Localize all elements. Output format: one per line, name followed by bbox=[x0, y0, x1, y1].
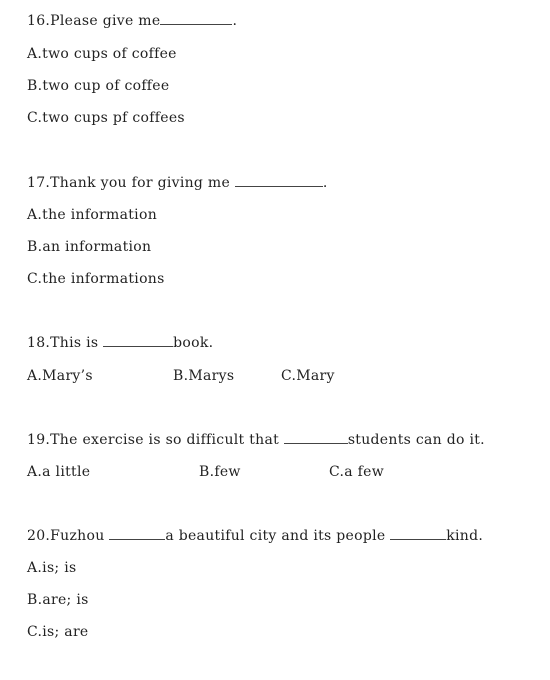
question-20-end: kind. bbox=[446, 528, 484, 544]
question-19-option-c: C.a few bbox=[329, 464, 385, 480]
question-18-option-b: B.Marys bbox=[173, 368, 235, 384]
question-16-option-c: C.two cups pf coffees bbox=[27, 110, 185, 126]
question-16-option-a: A.two cups of coffee bbox=[27, 46, 177, 62]
question-20-stem bbox=[27, 527, 483, 545]
question-18-text: 18.This is bbox=[27, 335, 99, 351]
answer-blank bbox=[160, 12, 232, 25]
question-17-option-b: B.an information bbox=[27, 239, 152, 255]
answer-blank bbox=[390, 527, 446, 540]
answer-blank bbox=[284, 431, 348, 444]
question-20-option-c: C.is; are bbox=[27, 624, 89, 640]
question-17-option-a: A.the information bbox=[27, 207, 158, 223]
question-18-option-a: A.Mary’s bbox=[27, 368, 93, 384]
question-19-option-b: B.few bbox=[199, 464, 241, 480]
question-20-middle: a beautiful city and its people bbox=[165, 528, 386, 544]
question-16-option-b: B.two cup of coffee bbox=[27, 78, 170, 94]
question-19-end: students can do it. bbox=[347, 432, 485, 448]
question-16-text: 16.Please give me bbox=[27, 13, 161, 29]
question-17-text: 17.Thank you for giving me bbox=[27, 175, 231, 191]
answer-blank bbox=[103, 334, 173, 347]
question-20-option-b: B.are; is bbox=[27, 592, 89, 608]
question-19-text: 19.The exercise is so difficult that bbox=[27, 432, 280, 448]
question-17-end: . bbox=[322, 175, 328, 191]
question-20-text: 20.Fuzhou bbox=[27, 528, 105, 544]
question-19-options bbox=[27, 463, 407, 481]
question-18-options bbox=[27, 367, 347, 385]
question-17-option-c: C.the informations bbox=[27, 271, 165, 287]
question-19-option-a: A.a little bbox=[27, 464, 91, 480]
question-18-stem bbox=[27, 334, 213, 352]
question-18-option-c: C.Mary bbox=[281, 368, 335, 384]
question-17-stem bbox=[27, 174, 328, 192]
question-16-stem bbox=[27, 12, 237, 30]
question-19-stem bbox=[27, 431, 485, 449]
answer-blank bbox=[235, 174, 323, 187]
question-16-end: . bbox=[232, 13, 238, 29]
answer-blank bbox=[109, 527, 165, 540]
question-18-end: book. bbox=[173, 335, 214, 351]
question-20-option-a: A.is; is bbox=[27, 560, 77, 576]
